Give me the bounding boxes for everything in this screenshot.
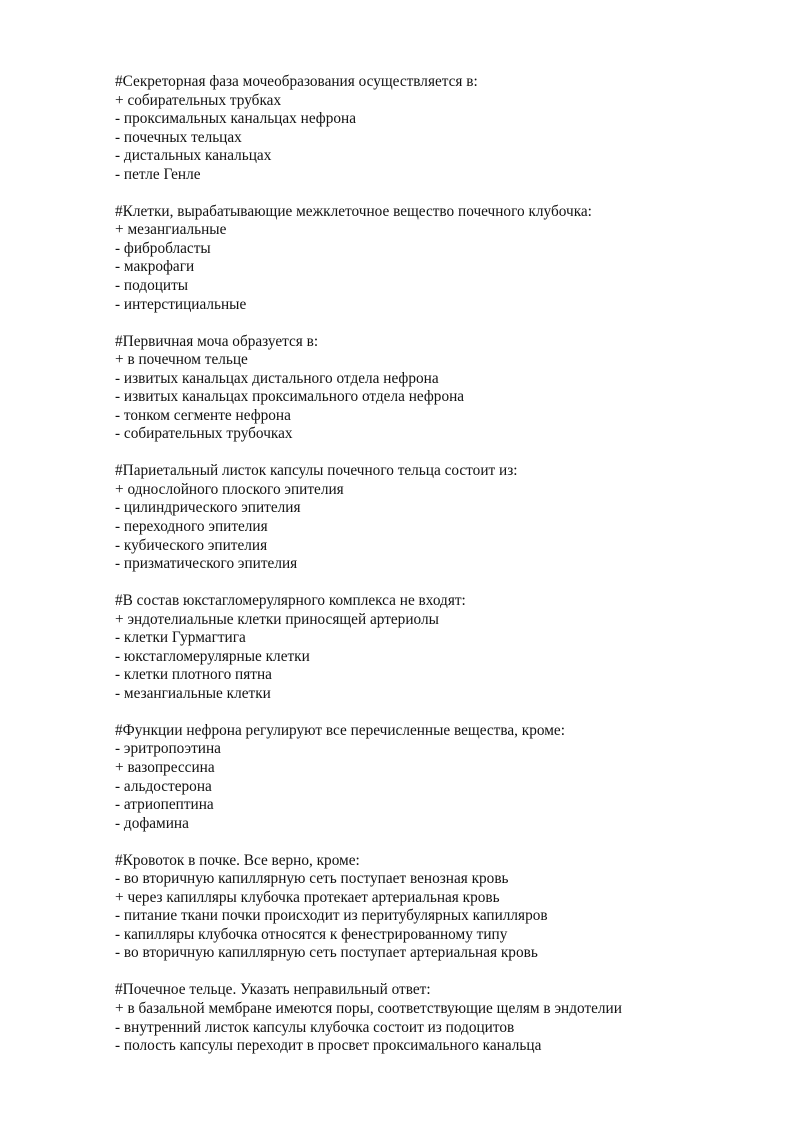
answer-option: - питание ткани почки происходит из перитубулярных капилляров: [115, 907, 548, 925]
question-prompt: #В состав юкстагломерулярного комплекса не входят:: [115, 592, 466, 610]
answer-option: - собирательных трубочках: [115, 425, 293, 443]
answer-option: - полость капсулы переходит в просвет проксимального канальца: [115, 1037, 542, 1055]
question-prompt: #Кровоток в почке. Все верно, кроме:: [115, 851, 360, 869]
answer-option-correct: + через капилляры клубочка протекает артериальная кровь: [115, 888, 500, 906]
answer-option: - кубического эпителия: [115, 536, 268, 554]
answer-option: - юкстагломерулярные клетки: [115, 647, 310, 665]
answer-option: - макрофаги: [115, 258, 195, 276]
answer-option: - извитых канальцах проксимального отдела нефрона: [115, 388, 465, 406]
question-block: [115, 592, 775, 703]
question-prompt: #Функции нефрона регулируют все перечисленные вещества, кроме:: [115, 721, 565, 739]
answer-option: - переходного эпителия: [115, 517, 268, 535]
answer-option-correct: + в базальной мембране имеются поры, соответствующие щелям в эндотелии: [115, 1000, 622, 1018]
answer-option-correct: + вазопрессина: [115, 759, 215, 776]
question-prompt: #Почечное тельце. Указать неправильный ответ:: [115, 981, 431, 999]
question-prompt: #Клетки, вырабатывающие межклеточное вещество почечного клубочка:: [115, 202, 592, 220]
answer-option: - атриопептина: [115, 796, 214, 814]
question-block: [115, 73, 775, 184]
answer-option-correct: + собирательных трубках: [115, 91, 282, 109]
answer-option: - тонком сегменте нефрона: [115, 406, 291, 424]
answer-option: - цилиндрического эпителия: [115, 499, 301, 517]
question-prompt: #Первичная моча образуется в:: [115, 332, 319, 350]
answer-option: - во вторичную капиллярную сеть поступает артериальная кровь: [115, 944, 538, 962]
question-block: [115, 462, 775, 573]
answer-option: - подоциты: [115, 276, 189, 294]
answer-option: - интерстициальные: [115, 295, 247, 313]
answer-option-correct: + эндотелиальные клетки приносящей артериолы: [115, 610, 439, 628]
answer-option: - клетки плотного пятна: [115, 666, 272, 684]
answer-option: - эритропоэтина: [115, 740, 221, 758]
answer-option: - внутренний листок капсулы клубочка состоит из подоцитов: [115, 1018, 515, 1036]
answer-option: - извитых канальцах дистального отдела нефрона: [115, 369, 439, 387]
question-block: [115, 333, 775, 444]
answer-option: - фибробласты: [115, 239, 211, 257]
question-prompt: #Париетальный листок капсулы почечного тельца состоит из:: [115, 462, 518, 480]
answer-option: - клетки Гурмагтига: [115, 629, 246, 647]
question-block: [115, 203, 775, 314]
answer-option: - петле Генле: [115, 165, 201, 183]
answer-option: - дофамина: [115, 814, 189, 832]
question-block: [115, 722, 775, 833]
answer-option: - почечных тельцах: [115, 128, 242, 146]
answer-option: - капилляры клубочка относятся к фенестрированному типу: [115, 925, 508, 943]
answer-option: - альдостерона: [115, 777, 212, 795]
document-page: [115, 73, 775, 1074]
answer-option: - призматического эпителия: [115, 555, 298, 573]
answer-option: - проксимальных канальцах нефрона: [115, 110, 356, 128]
question-block: [115, 981, 775, 1055]
answer-option: - мезангиальные клетки: [115, 684, 271, 702]
answer-option-correct: + мезангиальные: [115, 221, 227, 239]
answer-option-correct: + в почечном тельце: [115, 351, 248, 369]
answer-option-correct: + однослойного плоского эпителия: [115, 480, 344, 498]
question-block: [115, 852, 775, 963]
answer-option: - дистальных канальцах: [115, 147, 272, 165]
answer-option: - во вторичную капиллярную сеть поступает венозная кровь: [115, 870, 509, 888]
question-prompt: #Секреторная фаза мочеобразования осуществляется в:: [115, 73, 478, 90]
